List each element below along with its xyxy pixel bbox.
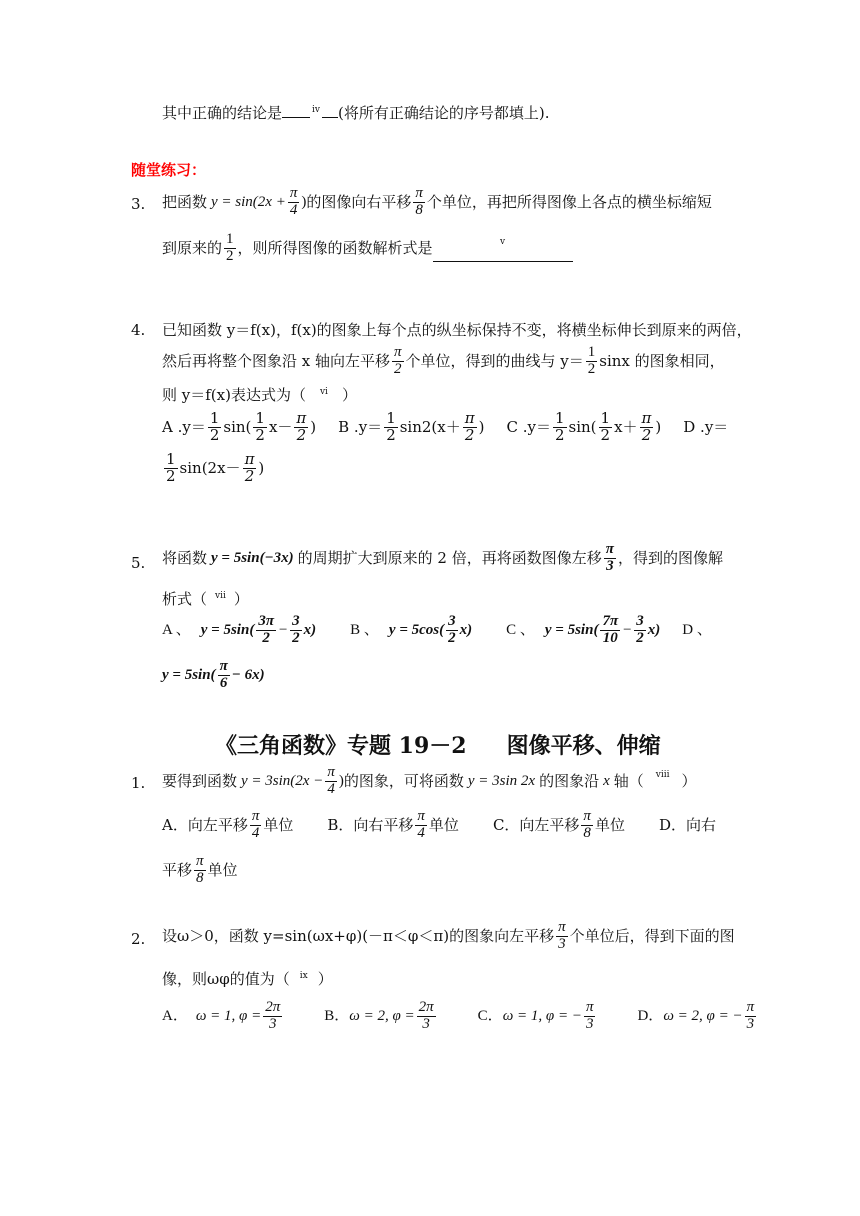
endnote-marker: v <box>499 237 506 248</box>
p1-formula: y = 3sin 2x <box>467 772 536 789</box>
option-formula: ω = 1, φ = <box>195 1007 262 1024</box>
option-formula: ω = 1, φ = − <box>502 1007 582 1024</box>
p2-number: 2. <box>131 930 146 948</box>
q3-number: 3. <box>131 195 146 213</box>
option-text: 单位 <box>594 815 625 834</box>
p2-options <box>162 1000 758 1033</box>
option-label: B． <box>324 1007 350 1024</box>
endnote-marker: vi <box>319 387 328 397</box>
q4-options <box>162 411 728 444</box>
option-text: x－ <box>268 417 293 436</box>
p1-text: 的图象沿 <box>539 771 600 790</box>
p1-formula: x <box>603 772 610 789</box>
q5-text: ） <box>233 590 249 608</box>
endnote-marker: vii <box>215 591 226 601</box>
option-text: ) <box>478 417 485 436</box>
option-formula: ω = 2, φ = <box>349 1007 415 1024</box>
option-text: 平移 <box>162 860 193 879</box>
q5-text: 的周期扩大到原来的 2 倍，再将函数图像左移 <box>297 548 602 567</box>
option-text: ) <box>655 417 662 436</box>
q3-text: 到原来的 <box>162 238 223 257</box>
p2-line1 <box>162 920 735 953</box>
q4-line3 <box>162 388 357 403</box>
p2-text: 像，则ωφ的值为（ <box>162 970 290 988</box>
fraction: $\frac{\pi}{8}$ <box>415 185 423 218</box>
fraction: $\frac{\pi}{6}$ <box>219 658 228 691</box>
option-label: B．向右平移 <box>327 815 414 834</box>
option-label: C .y＝ <box>506 417 551 436</box>
fraction: $\frac{3}{2}$ <box>292 613 300 646</box>
section-title: 随堂练习： <box>131 161 207 179</box>
q5-text: 析式（ <box>162 590 208 608</box>
option-formula: − 6x) <box>231 666 265 683</box>
fraction: $\frac{\pi}{2}$ <box>464 409 475 444</box>
page-heading <box>215 735 661 757</box>
fraction: $\frac{\pi}{3}$ <box>585 999 594 1032</box>
p1-number: 1. <box>131 774 146 792</box>
q5-text: ，得到的图像解 <box>617 548 723 567</box>
fraction: $\frac{\pi}{3}$ <box>605 541 614 574</box>
p1-formula: ) <box>338 772 344 789</box>
fraction: $\frac{\pi}{2}$ <box>244 450 255 485</box>
option-text: sin( <box>568 417 597 436</box>
p1-text: 要得到函数 <box>162 771 238 790</box>
q4-text: ） <box>341 386 357 404</box>
option-text: 单位 <box>263 815 294 834</box>
q4-option-b <box>338 411 484 444</box>
option-label: C 、 <box>506 621 535 638</box>
heading-title: 《三角函数》专题 19－2 <box>215 733 467 759</box>
option-label: B .y＝ <box>338 417 383 436</box>
q5-option-d <box>162 659 265 692</box>
q3-text: 把函数 <box>162 192 208 211</box>
fraction: $\frac{1}{2}$ <box>166 450 176 485</box>
q3-line1 <box>162 186 712 219</box>
p1-options <box>162 809 716 842</box>
q4-text: 然后再将整个图象沿 x 轴向左平移 <box>162 351 390 370</box>
fraction: $\frac{\pi}{2}$ <box>296 409 307 444</box>
option-formula: − <box>622 621 633 638</box>
option-formula: y = 5cos( <box>388 621 445 638</box>
option-label: A 、 <box>162 621 191 638</box>
q5-formula: y = 5sin(−3x) <box>211 549 294 566</box>
p1-formula: y = 3sin(2x − <box>241 772 324 789</box>
q4-option-d <box>162 452 264 485</box>
q4-line2 <box>162 345 725 378</box>
option-label: A． <box>162 1007 188 1024</box>
answer-blank <box>322 117 338 118</box>
fraction: $\frac{\pi}{4}$ <box>327 764 335 797</box>
option-text: ) <box>258 458 265 477</box>
fraction: $\frac{\pi}{8}$ <box>196 853 204 886</box>
option-label: B 、 <box>350 621 379 638</box>
q3-text: 的图像向右平移 <box>306 192 412 211</box>
option-formula: ω = 2, φ = − <box>663 1007 743 1024</box>
fraction: $\frac{\pi}{3}$ <box>746 999 755 1032</box>
p2-text: 设ω＞0，函数 y=sin(ωx+φ)(－π＜φ＜π)的图象向左平移 <box>162 926 555 945</box>
fraction: $\frac{1}{2}$ <box>386 409 396 444</box>
q5-options <box>162 614 712 647</box>
q3-formula: ) <box>301 193 307 210</box>
option-formula: − <box>278 621 289 638</box>
fraction: $\frac{1}{2}$ <box>226 231 234 264</box>
option-text: x＋ <box>614 417 638 436</box>
intro-line <box>162 106 549 121</box>
p1-text: 的图象，可将函数 <box>343 771 464 790</box>
q3-text: ，则所得图像的函数解析式是 <box>237 238 433 257</box>
fraction: $\frac{\pi}{4}$ <box>417 808 425 841</box>
p1-text: 轴（ <box>613 771 644 790</box>
q3-text: 个单位，再把所得图像上各点的横坐标缩短 <box>426 192 712 211</box>
q5-line1 <box>162 542 723 575</box>
option-formula: y = 5sin( <box>544 621 599 638</box>
option-formula: y = 5sin( <box>162 666 216 683</box>
fraction: $\frac{2\pi}{3}$ <box>265 999 281 1032</box>
p2-text: ） <box>317 970 333 988</box>
intro-text: 其中正确的结论是 <box>162 104 283 122</box>
option-label: D． <box>637 1007 664 1024</box>
endnote-marker: ix <box>299 971 308 981</box>
p2-text: 个单位后，得到下面的图 <box>569 926 735 945</box>
fraction: $\frac{3}{2}$ <box>636 613 644 646</box>
fraction: $\frac{1}{2}$ <box>587 344 596 377</box>
option-label: D．向右 <box>658 815 716 834</box>
q4-text: sinx 的图象相同， <box>599 351 725 370</box>
fraction: $\frac{1}{2}$ <box>255 409 265 444</box>
fraction: $\frac{\pi}{2}$ <box>394 344 402 377</box>
option-formula: x) <box>647 621 661 638</box>
q4-text: 个单位，得到的曲线与 y＝ <box>405 351 584 370</box>
q5-line2 <box>162 592 249 607</box>
option-label: A．向左平移 <box>162 815 248 834</box>
fraction: $\frac{\pi}{4}$ <box>289 185 298 218</box>
option-label: D 、 <box>682 621 712 638</box>
p1-option-d <box>162 854 238 887</box>
fraction: $\frac{\pi}{4}$ <box>251 808 260 841</box>
q5-number: 5. <box>131 554 146 572</box>
p2-line2 <box>162 972 333 987</box>
q4-number: 4. <box>131 321 146 339</box>
option-text: 单位 <box>428 815 459 834</box>
fraction: $\frac{\pi}{3}$ <box>558 919 566 952</box>
option-text: sin(2x－ <box>179 458 241 477</box>
option-label: D .y＝ <box>683 417 729 436</box>
option-text: 单位 <box>207 860 238 879</box>
answer-blank <box>433 237 573 262</box>
p1-line1 <box>162 765 697 798</box>
option-text: ) <box>310 417 317 436</box>
q3-formula: y = sin(2x + <box>211 193 286 210</box>
option-formula: x) <box>303 621 317 638</box>
fraction: $\frac{\pi}{8}$ <box>583 808 591 841</box>
option-formula: y = 5sin( <box>200 621 255 638</box>
p1-text: ） <box>681 771 697 790</box>
option-formula: x) <box>459 621 473 638</box>
endnote-marker: iv <box>312 105 320 115</box>
q4-option-a <box>162 411 316 444</box>
fraction: $\frac{\pi}{2}$ <box>641 409 652 444</box>
q4-line1: 已知函数 y＝f(x)，f(x)的图象上每个点的纵坐标保持不变，将横坐标伸长到原来的两倍， <box>162 321 752 339</box>
option-label: A .y＝ <box>162 417 206 436</box>
q3-line2 <box>162 232 573 265</box>
fraction: $\frac{3}{2}$ <box>448 613 456 646</box>
option-text: sin( <box>223 417 252 436</box>
endnote-marker: viii <box>655 769 670 780</box>
q5-text: 将函数 <box>162 548 208 567</box>
fraction: $\frac{3\pi}{2}$ <box>258 613 275 646</box>
fraction: $\frac{1}{2}$ <box>209 409 220 444</box>
heading-subtitle: 图像平移、伸缩 <box>506 733 661 759</box>
option-label: C．向左平移 <box>492 815 580 834</box>
intro-text: (将所有正确结论的序号都填上). <box>337 104 550 122</box>
q4-option-c <box>506 411 661 444</box>
fraction: $\frac{7\pi}{10}$ <box>602 613 619 646</box>
fraction: $\frac{1}{2}$ <box>554 409 565 444</box>
q4-text: 则 y＝f(x)表达式为（ <box>162 386 306 404</box>
answer-blank <box>282 117 310 118</box>
fraction: $\frac{2\pi}{3}$ <box>418 999 434 1032</box>
option-label: C． <box>477 1007 503 1024</box>
option-text: sin2(x＋ <box>399 417 461 436</box>
fraction: $\frac{1}{2}$ <box>600 409 611 444</box>
